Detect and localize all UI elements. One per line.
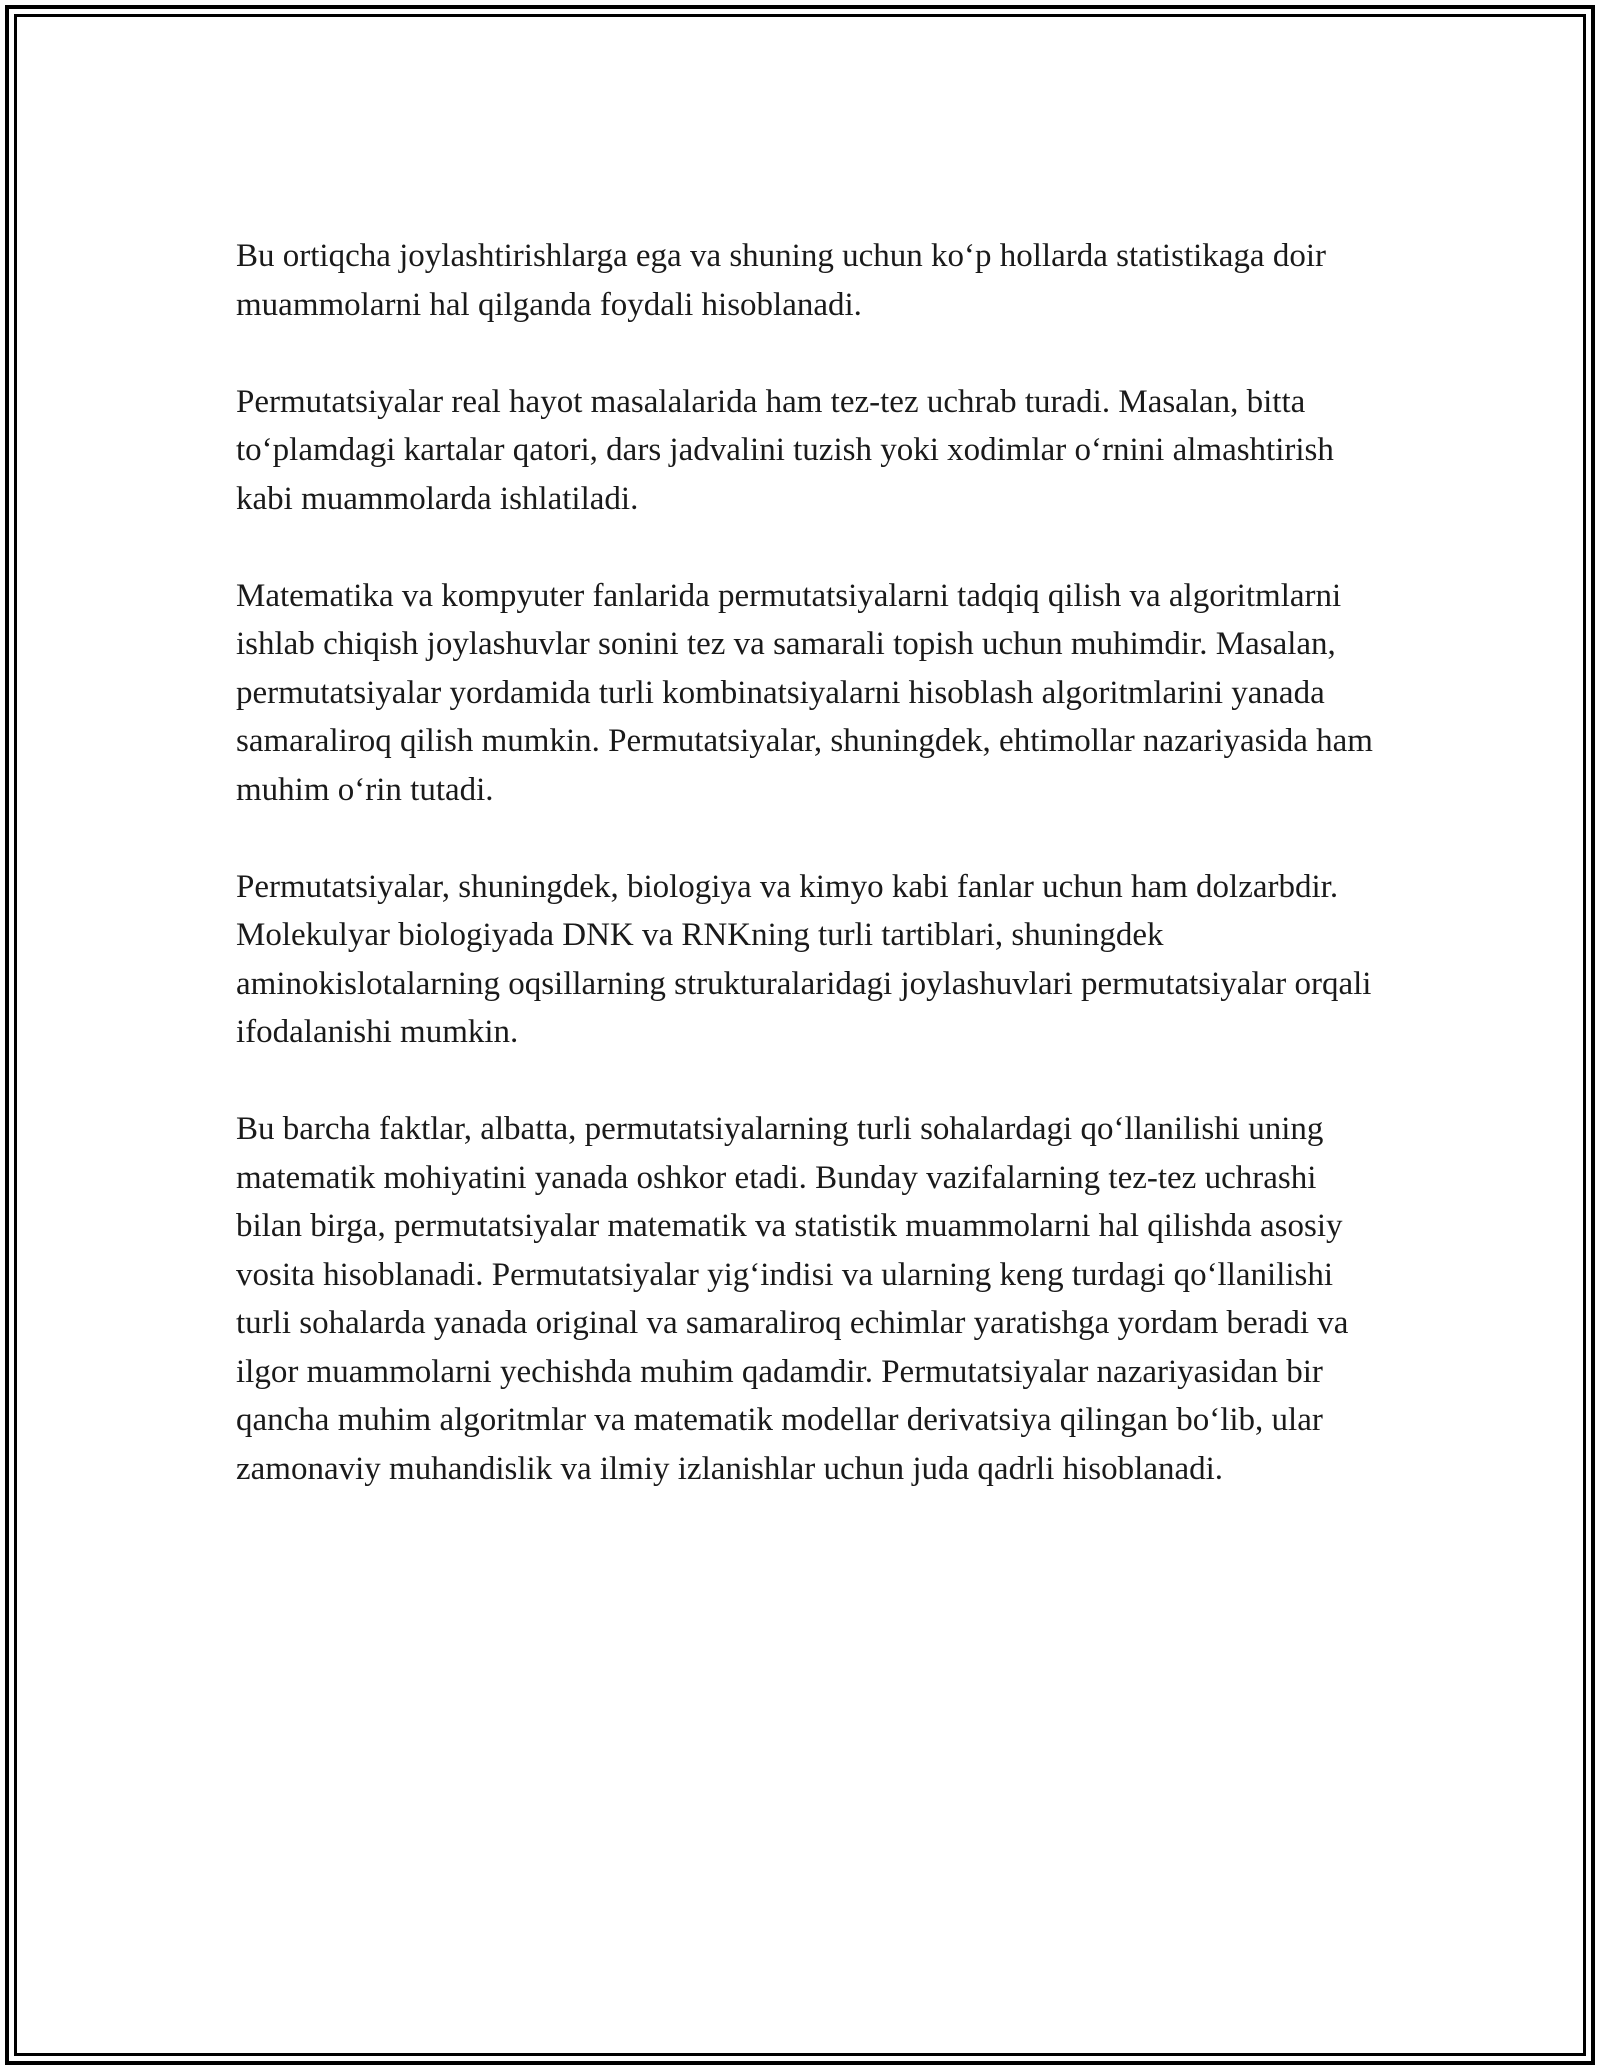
paragraph-5: Bu barcha faktlar, albatta, permutatsiyalarning turli sohalardagi qo‘llanilishi uning matematik mohiyatini yanada oshkor etadi. Bunday vazifalarning tez-tez uchrashi bilan birga, permutatsiyalar matematik va statistik muammolarni hal qilishda asosiy vosita hisoblanadi. Permutatsiyalar yig‘indisi va ularning keng turdagi qo‘llanilishi turli sohalarda yanada original va samaraliroq echimlar yaratishga yordam beradi va ilgor muammolarni yechishda muhim qadamdir. Permutatsiyalar nazariyasidan bir qancha muhim algoritmlar va matematik modellar derivatsiya qilingan bo‘lib, ular zamonaviy muhandislik va ilmiy izlanishlar uchun juda qadrli hisoblanadi. — [236, 1111, 1349, 1487]
document-body — [236, 232, 1376, 1493]
paragraph-2: Permutatsiyalar real hayot masalalarida ham tez-tez uchrab turadi. Masalan, bitta to‘plamdagi kartalar qatori, dars jadvalini tuzish yoki xodimlar o‘rnini almashtirish kabi muammolarda ishlatiladi. — [236, 383, 1334, 517]
paragraph-4: Permutatsiyalar, shuningdek, biologiya va kimyo kabi fanlar uchun ham dolzarbdir. Molekulyar biologiyada DNK va RNKning turli tartiblari, shuningdek aminokislotalarning oqsillarning strukturalaridagi joylashuvlari permutatsiyalar orqali ifodalanishi mumkin. — [236, 868, 1372, 1050]
paragraph-1: Bu ortiqcha joylashtirishlarga ega va shuning uchun ko‘p hollarda statistikaga doir muammolarni hal qilganda foydali hisoblanadi. — [236, 238, 1326, 323]
paragraph-3: Matematika va kompyuter fanlarida permutatsiyalarni tadqiq qilish va algoritmlarni ishlab chiqish joylashuvlar sonini tez va samarali topish uchun muhimdir. Masalan, permutatsiyalar yordamida turli kombinatsiyalarni hisoblash algoritmlarini yanada samaraliroq qilish mumkin. Permutatsiyalar, shuningdek, ehtimollar nazariyasida ham muhim o‘rin tutadi. — [236, 577, 1373, 808]
